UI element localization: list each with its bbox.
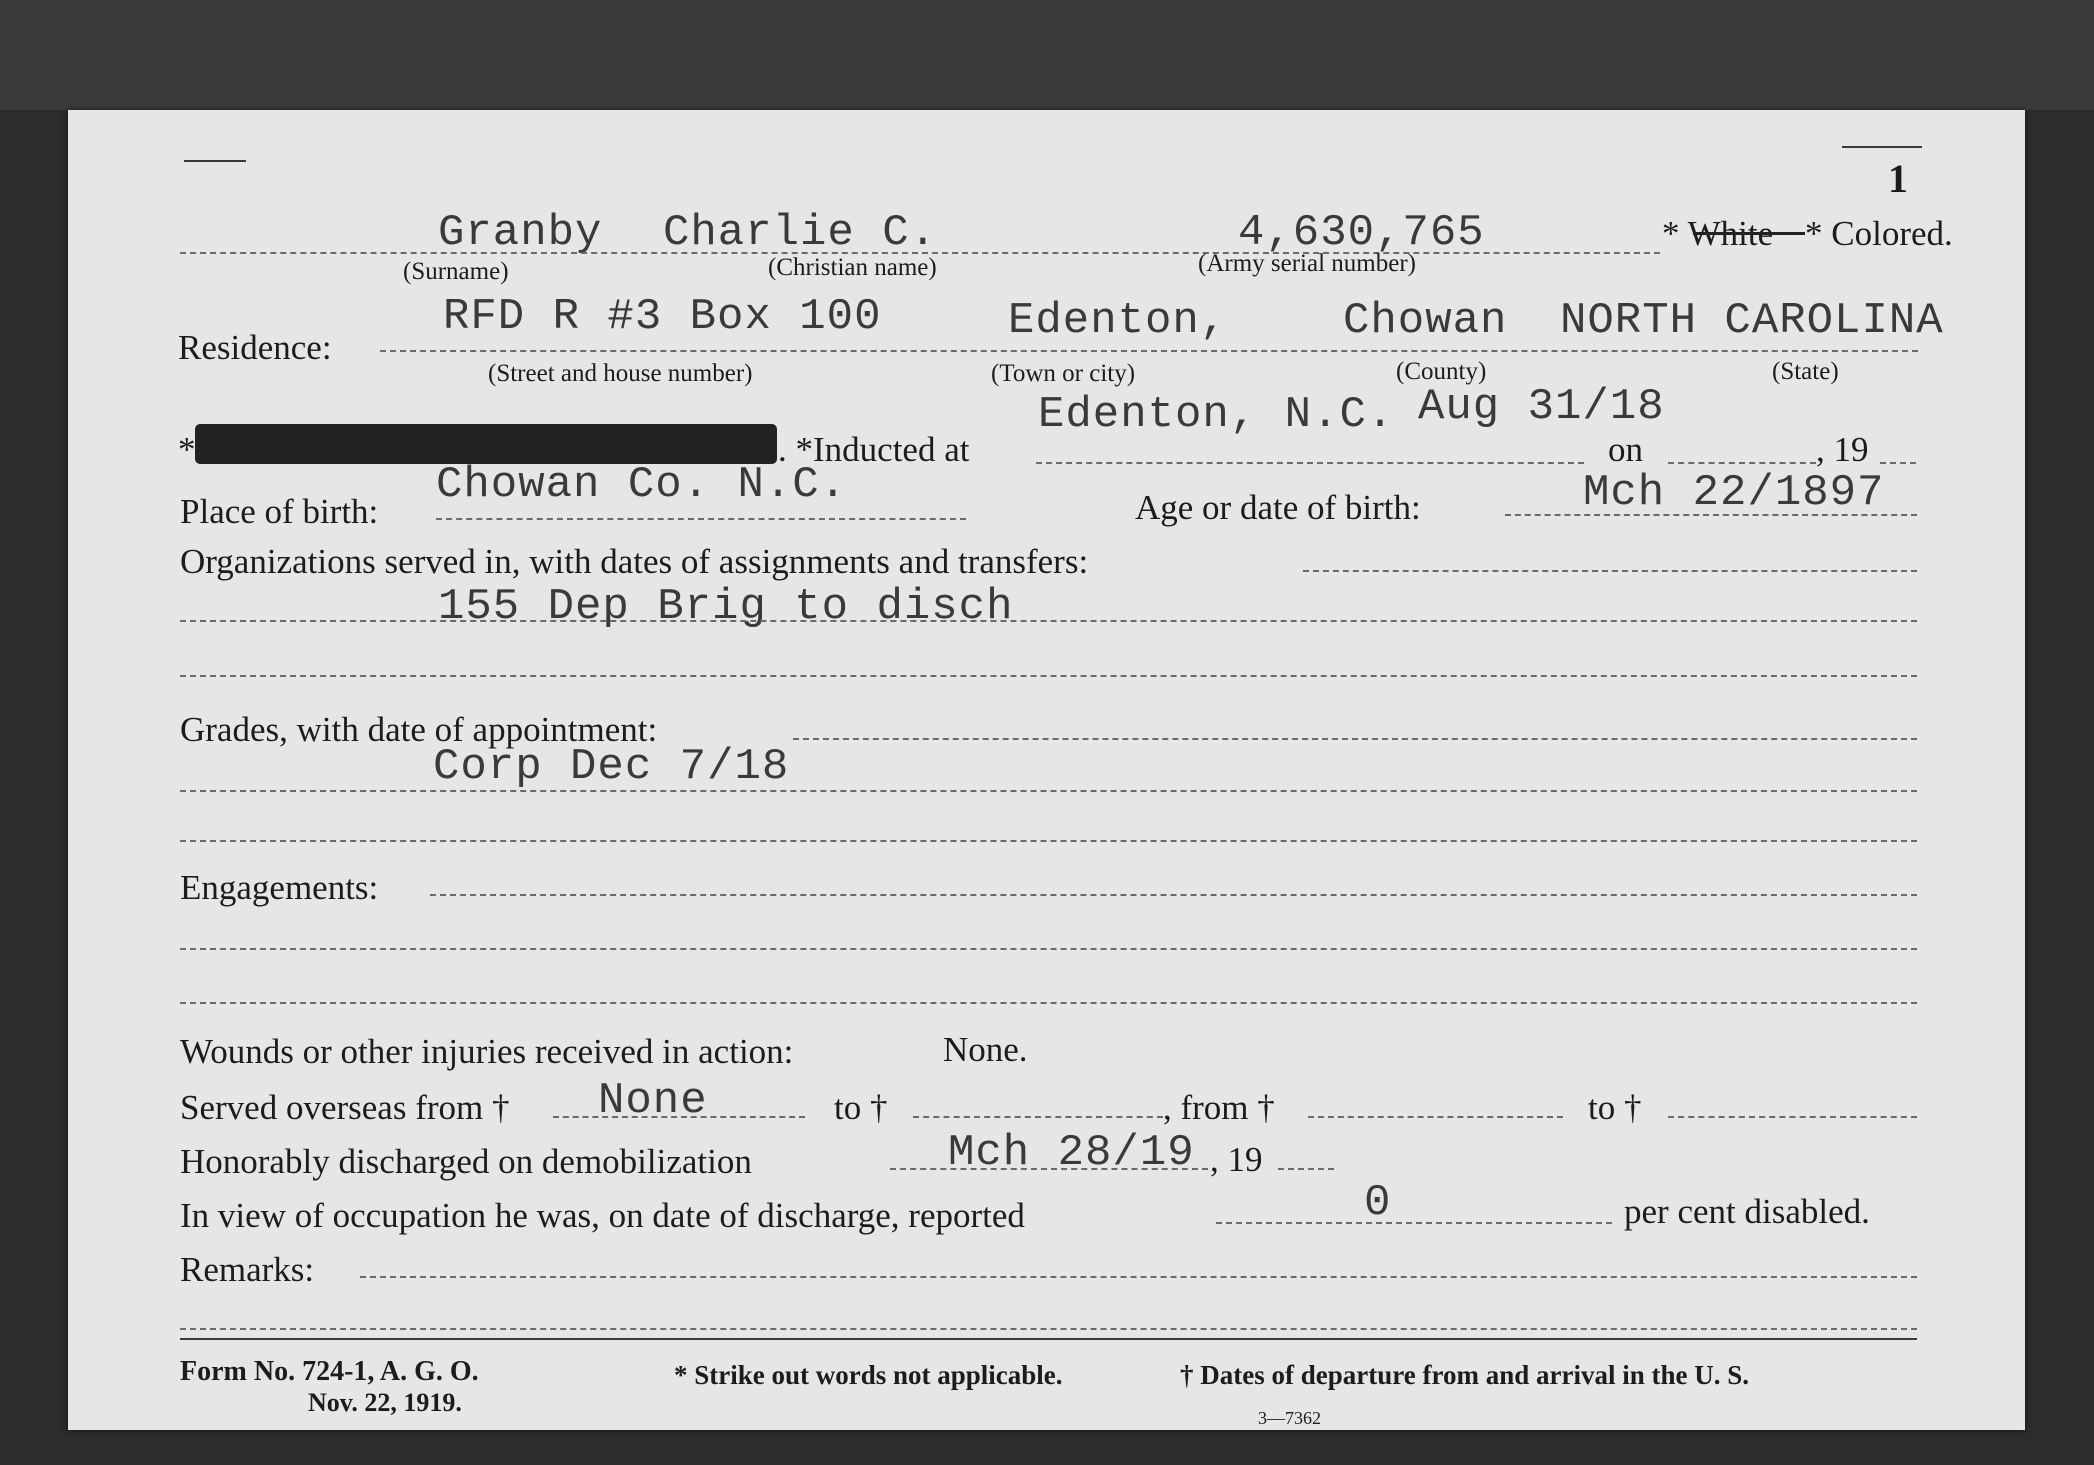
engagements-line-1	[430, 894, 1917, 896]
form-date: Nov. 22, 1919.	[308, 1388, 462, 1417]
induction-year-line	[1880, 462, 1916, 464]
engagements-line-2	[180, 948, 1917, 950]
residence-label: Residence:	[178, 328, 332, 367]
discharge-date-value: Mch 28/19	[948, 1128, 1195, 1178]
footnote-strike-out: * Strike out words not applicable.	[674, 1360, 1063, 1390]
induction-date-value: Aug 31/18	[1418, 382, 1665, 432]
wounds-label: Wounds or other injuries received in action:	[180, 1032, 794, 1071]
discharge-year-label: , 19	[1210, 1140, 1263, 1179]
christian-name-value: Charlie C.	[663, 208, 938, 258]
induction-year-label: , 19	[1816, 430, 1869, 469]
record-card	[68, 110, 2025, 1430]
footer-rule	[180, 1338, 1917, 1340]
residence-town-caption: (Town or city)	[991, 360, 1136, 387]
served-overseas-from-value: None	[598, 1076, 708, 1126]
overseas-from2-line	[1308, 1116, 1563, 1118]
overseas-from-line	[553, 1116, 805, 1118]
army-serial-caption: (Army serial number)	[1198, 250, 1416, 277]
surname-value: Granby	[438, 208, 603, 258]
age-or-birth-label: Age or date of birth:	[1135, 488, 1421, 527]
residence-county-value: Chowan	[1343, 296, 1508, 346]
discharge-label: Honorably discharged on demobilization	[180, 1142, 752, 1181]
top-left-rule	[184, 160, 246, 162]
induction-prefix: *	[178, 430, 196, 469]
wounds-value: None.	[943, 1030, 1028, 1069]
grades-value: Corp Dec 7/18	[433, 742, 790, 792]
form-number: Form No. 724-1, A. G. O.	[180, 1356, 479, 1387]
disability-value: 0	[1364, 1178, 1392, 1228]
army-serial-value: 4,630,765	[1238, 208, 1485, 258]
residence-state-value: NORTH CAROLINA	[1560, 296, 1944, 346]
christian-name-caption: (Christian name)	[768, 254, 937, 281]
inducted-at-label: . *Inducted at	[778, 430, 970, 469]
remarks-label: Remarks:	[180, 1250, 315, 1289]
induction-on-label: on	[1608, 430, 1643, 469]
overseas-from2-label: , from †	[1163, 1088, 1275, 1127]
grades-line-3	[180, 840, 1917, 842]
organizations-line-1	[1303, 570, 1917, 572]
race-white-strike	[1693, 232, 1805, 235]
overseas-to-line	[913, 1116, 1163, 1118]
residence-street-value: RFD R #3 Box 100	[443, 292, 882, 342]
organizations-line-3	[180, 675, 1917, 677]
discharge-year-line	[1278, 1168, 1334, 1170]
place-of-birth-label: Place of birth:	[180, 492, 379, 531]
date-of-birth-value: Mch 22/1897	[1583, 468, 1885, 518]
page-number: 1	[1888, 156, 1908, 201]
residence-town-value: Edenton,	[1008, 296, 1228, 346]
disability-suffix: per cent disabled.	[1624, 1192, 1870, 1231]
discharge-line	[890, 1168, 1208, 1170]
residence-street-caption: (Street and house number)	[488, 360, 753, 387]
residence-county-caption: (County)	[1396, 358, 1487, 385]
engagements-label: Engagements:	[180, 868, 379, 907]
background-scanner-edge	[0, 0, 2094, 110]
overseas-to2-label: to †	[1588, 1088, 1642, 1127]
induction-line	[1036, 462, 1584, 464]
disability-label: In view of occupation he was, on date of discharge, reported	[180, 1196, 1025, 1235]
grades-line-2	[180, 790, 1917, 792]
top-right-rule	[1842, 146, 1922, 148]
place-of-birth-line	[436, 518, 966, 520]
grades-line-1	[793, 738, 1917, 740]
engagements-line-3	[180, 1002, 1917, 1004]
induction-on-line	[1668, 462, 1816, 464]
print-code: 3—7362	[1258, 1408, 1321, 1428]
organizations-value: 155 Dep Brig to disch	[438, 582, 1014, 632]
race-colored-label: * Colored.	[1805, 214, 1953, 253]
residence-line	[380, 350, 1918, 352]
race-white-label: * White	[1662, 214, 1774, 253]
organizations-line-2	[180, 620, 1917, 622]
place-of-birth-value: Chowan Co. N.C.	[436, 460, 848, 510]
redacted-block	[195, 424, 777, 464]
disability-line	[1216, 1222, 1612, 1224]
organizations-label: Organizations served in, with dates of assignments and transfers:	[180, 542, 1089, 581]
served-overseas-label: Served overseas from †	[180, 1088, 510, 1127]
overseas-to2-line	[1668, 1116, 1917, 1118]
surname-caption: (Surname)	[403, 258, 509, 285]
remarks-line-1	[360, 1276, 1917, 1278]
footnote-dates: † Dates of departure from and arrival in the U. S.	[1180, 1360, 1749, 1390]
grades-label: Grades, with date of appointment:	[180, 710, 658, 749]
remarks-line-2	[180, 1328, 1917, 1330]
overseas-to-label: to †	[834, 1088, 888, 1127]
residence-state-caption: (State)	[1772, 358, 1839, 385]
date-of-birth-line	[1505, 514, 1917, 516]
induction-place-value: Edenton, N.C.	[1038, 390, 1395, 440]
